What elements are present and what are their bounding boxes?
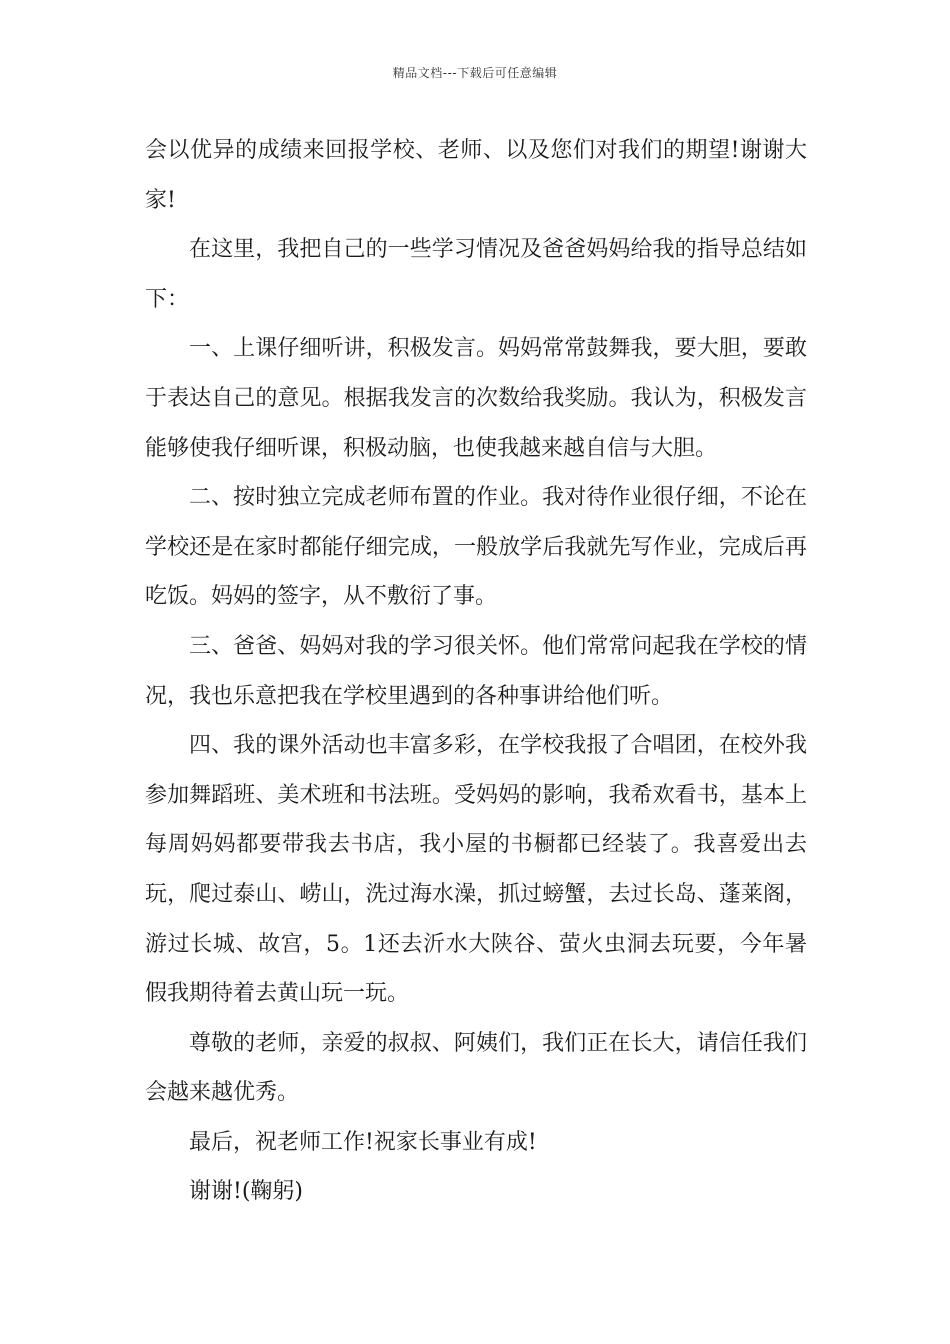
paragraph-point-three: 三、爸爸、妈妈对我的学习很关怀。他们常常问起我在学校的情况，我也乐意把我在学校里遇到的各种事讲给他们听。 [145, 633, 807, 709]
paragraph-point-four: 四、我的课外活动也丰富多彩，在学校我报了合唱团，在校外我参加舞蹈班、美术班和书法班。受妈妈的影响，我希欢看书，基本上每周妈妈都要带我去书店，我小屋的书橱都已经装了。我喜爱出去玩，爬过泰山、崂山，洗过海水澡，抓过螃蟹，去过长岛、蓬莱阁，游过长城、故宫，5。1还去沂水大陕谷、萤火虫洞去玩要，今年暑假我期待着去黄山玩一玩。 [145, 733, 807, 1007]
paragraph-address-audience: 尊敬的老师，亲爱的叔叔、阿姨们，我们正在长大，请信任我们会越来越优秀。 [145, 1030, 807, 1106]
paragraph-closing-continuation: 会以优异的成绩来回报学校、老师、以及您们对我们的期望!谢谢大家! [145, 138, 807, 213]
paragraph-thanks: 谢谢!(鞠躬) [189, 1179, 304, 1205]
document-body [145, 126, 807, 1217]
paragraph-wishes: 最后，祝老师工作!祝家长事业有成! [189, 1129, 537, 1155]
paragraph-summary-intro: 在这里，我把自己的一些学习情况及爸爸妈妈给我的指导总结如下： [145, 237, 807, 312]
page-header: 精品文档---下载后可任意编辑 [392, 66, 558, 80]
paragraph-point-two: 二、按时独立完成老师布置的作业。我对待作业很仔细，不论在学校还是在家时都能仔细完成，一般放学后我就先写作业，完成后再吃饭。妈妈的签字，从不敷衍了事。 [145, 485, 807, 610]
paragraph-point-one: 一、上课仔细听讲，积极发言。妈妈常常鼓舞我，要大胆，要敢于表达自己的意见。根据我发言的次数给我奖励。我认为，积极发言能够使我仔细听课，积极动脑，也使我越来越自信与大胆。 [145, 336, 807, 461]
